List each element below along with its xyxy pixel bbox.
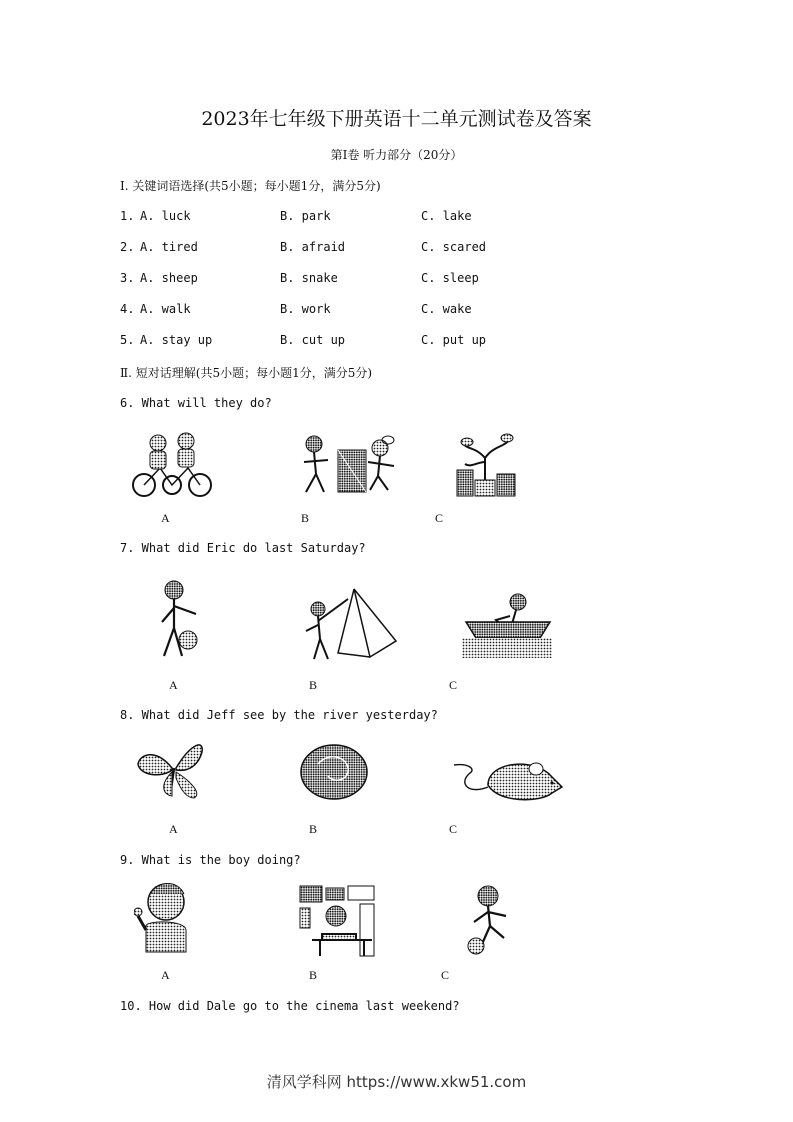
question-7: 7. What did Eric do last Saturday?	[120, 541, 366, 555]
listening-part-subtitle: 第Ⅰ卷 听力部分（20分）	[330, 148, 463, 162]
item-4-option-c: C. wake	[421, 302, 472, 316]
q9-label-b: B	[309, 968, 318, 982]
page-title: 2023年七年级下册英语十二单元测试卷及答案	[201, 108, 592, 130]
cycling-picture	[130, 430, 215, 500]
boy-football-picture	[466, 882, 520, 956]
item-3: 3. A. sheep	[120, 271, 198, 285]
item-5: 5. A. stay up	[120, 333, 213, 347]
q6-label-a: A	[161, 511, 170, 525]
item-4-option-b: B. work	[280, 302, 331, 316]
planting-picture	[455, 428, 520, 498]
q8-label-a: A	[169, 822, 178, 836]
item-1: 1. A. luck	[120, 209, 191, 223]
shell-picture	[298, 742, 370, 804]
question-10: 10. How did Dale go to the cinema last weekend?	[120, 999, 460, 1013]
q9-label-c: C	[441, 968, 450, 982]
boy-waving-picture	[134, 880, 196, 956]
mouse-picture	[448, 755, 566, 811]
tent-picture	[298, 585, 400, 663]
q9-label-a: A	[161, 968, 170, 982]
item-5-option-c: C. put up	[421, 333, 487, 347]
item-1-option-c: C. lake	[421, 209, 472, 223]
footer-watermark: 清风学科网 https://www.xkw51.com	[266, 1073, 527, 1091]
item-2: 2. A. tired	[120, 240, 198, 254]
q7-label-c: C	[449, 678, 458, 692]
item-3-option-b: B. snake	[280, 271, 338, 285]
question-6: 6. What will they do?	[120, 396, 272, 410]
item-1-option-b: B. park	[280, 209, 331, 223]
q8-label-b: B	[309, 822, 318, 836]
boat-picture	[462, 590, 552, 660]
item-5-option-b: B. cut up	[280, 333, 346, 347]
question-9: 9. What is the boy doing?	[120, 853, 301, 867]
item-4: 4. A. walk	[120, 302, 191, 316]
basketball-picture	[152, 578, 212, 660]
q7-label-b: B	[309, 678, 318, 692]
badminton-picture	[298, 432, 398, 497]
q6-label-c: C	[435, 511, 444, 525]
q7-label-a: A	[169, 678, 178, 692]
boy-studying-picture	[298, 884, 380, 960]
q6-label-b: B	[301, 511, 310, 525]
butterfly-picture	[136, 738, 208, 800]
item-2-option-c: C. scared	[421, 240, 487, 254]
section2-heading: Ⅱ. 短对话理解(共5小题；每小题1分，满分5分)	[120, 366, 373, 380]
section1-heading: Ⅰ. 关键词语选择(共5小题；每小题1分，满分5分)	[120, 179, 381, 193]
question-8: 8. What did Jeff see by the river yesterday?	[120, 708, 438, 722]
item-3-option-c: C. sleep	[421, 271, 479, 285]
item-2-option-b: B. afraid	[280, 240, 346, 254]
q8-label-c: C	[449, 822, 458, 836]
